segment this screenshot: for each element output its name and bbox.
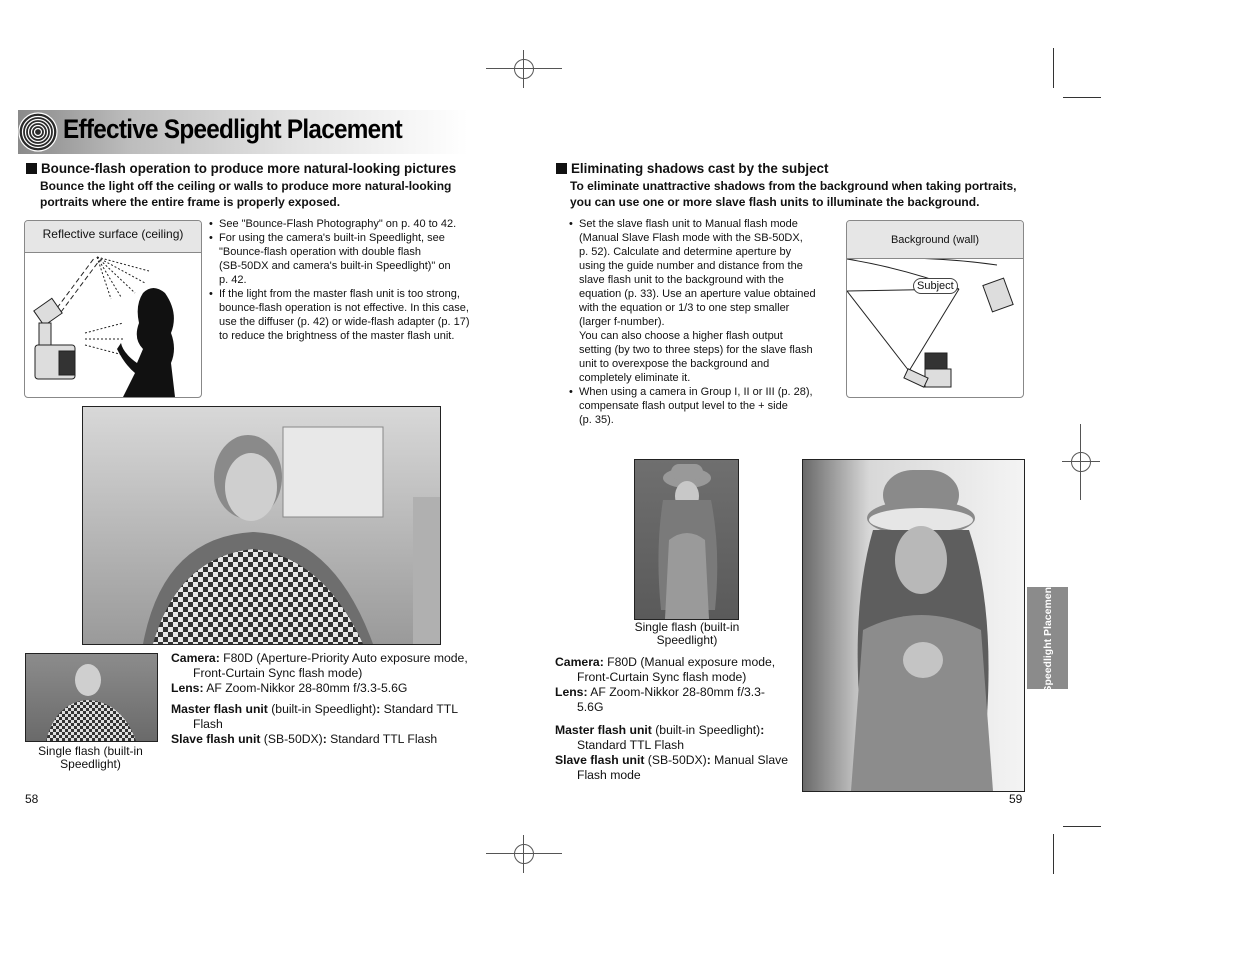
portrait-photo-placeholder xyxy=(83,407,440,644)
subject-label: Subject xyxy=(913,278,958,294)
registration-mark-bottom xyxy=(486,835,562,873)
bounce-flash-diagram xyxy=(24,220,202,398)
diagram-caption: Reflective surface (ceiling) xyxy=(25,221,201,253)
square-bullet-icon xyxy=(556,163,567,174)
registration-mark-top xyxy=(486,50,562,88)
crop-mark xyxy=(1063,826,1101,827)
shadow-notes: • Set the slave flash unit to Manual flash mode (Manual Slave Flash mode with the SB-50DX, p. 52). Calculate and determine aperture by using the guide number and distance from the slave flash unit to the background with the equation (p. 33). Use an aperture value obtained with the equation or 1/3 to one step smaller (larger f-number). You can also choose a higher flash output setting (by two to three steps) for the slave flash unit to overexpose the background and completely eliminate it. • When using a camera in Group I, II or III (p. 28), compensate flash output level to the + side (p. 35). xyxy=(569,217,844,427)
bounce-flash-photo xyxy=(82,406,441,645)
section-heading-shadows: Eliminating shadows cast by the subject xyxy=(556,161,828,176)
section-side-tab xyxy=(1027,583,1068,693)
concentric-circles-icon xyxy=(16,111,60,153)
small-photo-caption-right: Single flash (built-in Speedlight) xyxy=(634,620,740,647)
page-title: Effective Speedlight Placement xyxy=(63,114,402,144)
section-heading-bounce: Bounce-flash operation to produce more natural-looking pictures xyxy=(26,161,456,176)
photo-specs-left: Camera: F80D (Aperture-Priority Auto exposure mode, Front-Curtain Sync flash mode) Lens: AF Zoom-Nikkor 28-80mm f/3.3-5.6G Master flash unit (built-in Speedlight): Standard TTL Flash Slave flash unit (SB-50DX): Standard TTL Flash xyxy=(171,651,468,746)
single-flash-photo-left xyxy=(25,653,158,742)
crop-mark xyxy=(1063,97,1101,98)
page-number-left: 58 xyxy=(25,792,39,806)
small-photo-caption-left: Single flash (built-in Speedlight) xyxy=(38,744,143,771)
crop-mark xyxy=(1053,48,1054,88)
diagram-caption: Background (wall) xyxy=(847,221,1023,259)
photo-specs-right: Camera: F80D (Manual exposure mode, Front-Curtain Sync flash mode) Lens: AF Zoom-Nikkor 28-80mm f/3.3- 5.6G Master flash unit (built-in Speedlight): Standard TTL Flash Slave flash unit (SB-50DX): Manual Slave Flash mode xyxy=(555,655,789,782)
slave-flash-diagram xyxy=(846,220,1024,398)
bounce-flash-illustration xyxy=(25,253,201,397)
section-intro-bounce: Bounce the light off the ceiling or walls to produce more natural-looking portraits where the entire frame is properly exposed. xyxy=(40,179,452,209)
square-bullet-icon xyxy=(26,163,37,174)
bounce-notes: • See "Bounce-Flash Photography" on p. 40 to 42. • For using the camera's built-in Speedlight, see "Bounce-flash operation with double flash (SB-50DX and camera's built-in Speedlight)" on p. 42. • If the light from the master flash unit is too strong, bounce-flash operation is not effective. In this case, use the diffuser (p. 42) or wide-flash adapter (p. 17) to reduce the brightness of the master flash unit. xyxy=(209,217,509,343)
crop-mark xyxy=(1053,834,1054,874)
page-number-right: 59 xyxy=(1009,792,1023,806)
slave-flash-photo xyxy=(802,459,1025,792)
single-flash-photo-right xyxy=(634,459,739,620)
section-intro-shadows: To eliminate unattractive shadows from the background when taking portraits, you can use one or more slave flash units to illuminate the background. xyxy=(570,179,1017,209)
portrait-with-hat-photo xyxy=(803,460,1024,791)
registration-mark-right xyxy=(1062,424,1100,500)
side-tab-label: Speedlight Placement xyxy=(1041,583,1054,693)
portrait-thumbnail xyxy=(635,460,738,619)
portrait-thumbnail xyxy=(26,654,157,741)
